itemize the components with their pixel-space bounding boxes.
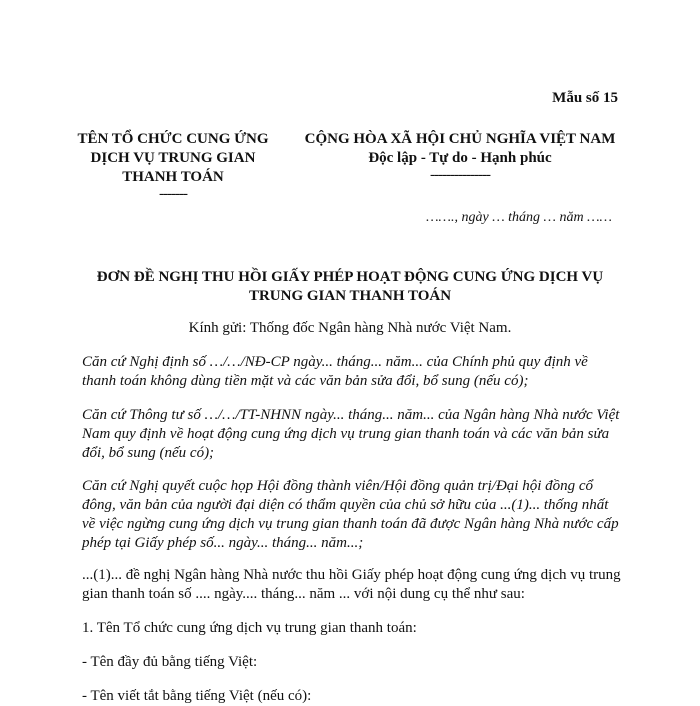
country-header <box>282 130 638 182</box>
organization-separator: ------- <box>159 186 187 202</box>
paragraph-line: Căn cứ Thông tư số …/…/TT-NHNN ngày... tháng... năm... của Ngân hàng Nhà nước Việt <box>82 407 620 423</box>
paragraph-line: thanh toán không dùng tiền mặt và các văn bản sửa đổi, bổ sung (nếu có); <box>82 373 529 389</box>
field-short-name-vietnamese <box>82 687 622 706</box>
paragraph-legal-basis-decree <box>82 353 622 391</box>
section-1-heading <box>82 619 622 638</box>
country-motto: Độc lập - Tự do - Hạnh phúc <box>368 150 552 166</box>
paragraph-line: đổi, bổ sung (nếu có); <box>82 445 215 461</box>
country-name: CỘNG HÒA XÃ HỘI CHỦ NGHĨA VIỆT NAM <box>304 131 616 147</box>
title-line: ĐƠN ĐỀ NGHỊ THU HỒI GIẤY PHÉP HOẠT ĐỘNG CUNG ỨNG DỊCH VỤ <box>96 269 604 285</box>
paragraph-line: Nam quy định về hoạt động cung ứng dịch vụ trung gian thanh toán và các văn bản sửa <box>82 426 610 442</box>
paragraph-line: về việc ngừng cung ứng dịch vụ trung gian thanh toán đã được Ngân hàng Nhà nước cấp <box>82 516 619 532</box>
title-line: TRUNG GIAN THANH TOÁN <box>248 288 452 304</box>
paragraph-line: đông, văn bản của người đại diện có thẩm quyền của chủ sở hữu của ...(1)... thống nhất <box>82 497 609 513</box>
paragraph-legal-basis-resolution <box>82 477 622 553</box>
organization-line: TÊN TỔ CHỨC CUNG ỨNG <box>77 131 269 147</box>
field-full-name-vietnamese <box>82 653 622 672</box>
paragraph-request <box>82 566 622 604</box>
paragraph-line: Căn cứ Nghị quyết cuộc họp Hội đồng thành viên/Hội đồng quản trị/Đại hội đồng cổ <box>82 478 594 494</box>
paragraph-line: 1. Tên Tổ chức cung ứng dịch vụ trung gian thanh toán: <box>82 620 417 636</box>
paragraph-line: - Tên viết tắt bằng tiếng Việt (nếu có): <box>82 688 312 704</box>
paragraph-line: phép tại Giấy phép số... ngày... tháng... năm...; <box>82 535 364 551</box>
form-number: Mẫu số 15 <box>552 90 618 106</box>
country-separator: --------------- <box>430 167 490 183</box>
greeting: Kính gửi: Thống đốc Ngân hàng Nhà nước Việt Nam. <box>188 320 512 336</box>
document-title <box>60 268 640 306</box>
paragraph-legal-basis-circular <box>82 406 622 463</box>
paragraph-line: gian thanh toán số .... ngày.... tháng... năm ... với nội dung cụ thể như sau: <box>82 586 525 602</box>
paragraph-line: - Tên đầy đủ bằng tiếng Việt: <box>82 654 258 670</box>
date-line: ……., ngày … tháng … năm …… <box>426 210 612 225</box>
organization-line: DỊCH VỤ TRUNG GIAN <box>90 150 256 166</box>
organization-line: THANH TOÁN <box>122 169 224 185</box>
paragraph-line: ...(1)... đề nghị Ngân hàng Nhà nước thu hồi Giấy phép hoạt động cung ứng dịch vụ trung <box>82 567 621 583</box>
paragraph-line: Căn cứ Nghị định số …/…/NĐ-CP ngày... tháng... năm... của Chính phủ quy định về <box>82 354 588 370</box>
organization-header <box>70 130 276 201</box>
